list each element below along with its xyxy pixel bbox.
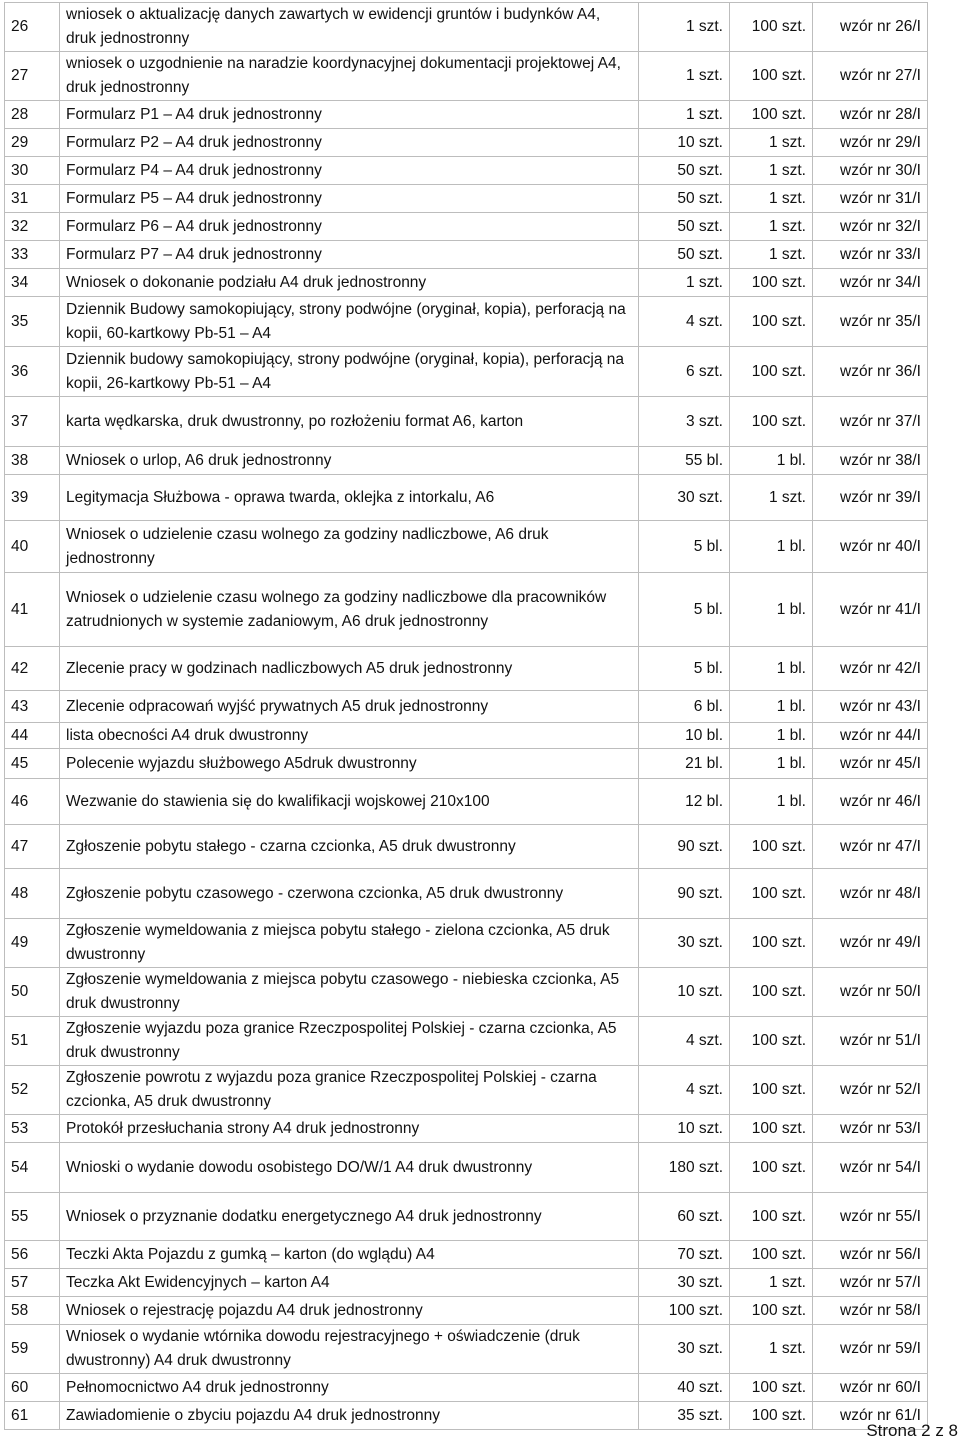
- item-quantity: 55 bl.: [639, 447, 730, 475]
- row-number: 61: [5, 1402, 60, 1430]
- row-number: 56: [5, 1241, 60, 1269]
- row-number: 26: [5, 3, 60, 52]
- item-unit: 1 szt.: [730, 129, 813, 157]
- item-name: Polecenie wyjazdu służbowego A5druk dwustronny: [60, 749, 639, 779]
- item-quantity: 6 szt.: [639, 347, 730, 397]
- row-number: 44: [5, 723, 60, 749]
- item-unit: 100 szt.: [730, 347, 813, 397]
- item-template: wzór nr 37/I: [813, 397, 928, 447]
- row-number: 51: [5, 1017, 60, 1066]
- item-quantity: 60 szt.: [639, 1193, 730, 1241]
- page-footer: Strona 2 z 8: [866, 1421, 958, 1440]
- row-number: 60: [5, 1374, 60, 1402]
- table-row: [5, 1374, 928, 1402]
- item-quantity: 90 szt.: [639, 869, 730, 919]
- item-template: wzór nr 46/I: [813, 779, 928, 825]
- item-name: Formularz P2 – A4 druk jednostronny: [60, 129, 639, 157]
- item-name: Wezwanie do stawienia się do kwalifikacji wojskowej 210x100: [60, 779, 639, 825]
- table-row: [5, 347, 928, 397]
- row-number: 30: [5, 157, 60, 185]
- item-template: wzór nr 42/I: [813, 647, 928, 691]
- item-unit: 100 szt.: [730, 101, 813, 129]
- item-template: wzór nr 28/I: [813, 101, 928, 129]
- table-row: [5, 521, 928, 573]
- item-name: Teczka Akt Ewidencyjnych – karton A4: [60, 1269, 639, 1297]
- item-template: wzór nr 39/I: [813, 475, 928, 521]
- item-unit: 1 bl.: [730, 447, 813, 475]
- row-number: 36: [5, 347, 60, 397]
- item-name: Formularz P6 – A4 druk jednostronny: [60, 213, 639, 241]
- item-unit: 1 bl.: [730, 647, 813, 691]
- row-number: 50: [5, 968, 60, 1017]
- item-unit: 1 szt.: [730, 1325, 813, 1374]
- row-number: 49: [5, 919, 60, 968]
- table-row: [5, 1297, 928, 1325]
- item-unit: 100 szt.: [730, 919, 813, 968]
- item-quantity: 35 szt.: [639, 1402, 730, 1430]
- item-unit: 100 szt.: [730, 1241, 813, 1269]
- item-quantity: 5 bl.: [639, 647, 730, 691]
- item-name: Dziennik Budowy samokopiujący, strony podwójne (oryginał, kopia), perforacją na kopii, 60-kartkowy Pb-51 – A4: [60, 297, 639, 347]
- item-quantity: 30 szt.: [639, 919, 730, 968]
- forms-table-body: [5, 3, 928, 1430]
- item-quantity: 100 szt.: [639, 1297, 730, 1325]
- item-template: wzór nr 40/I: [813, 521, 928, 573]
- table-row: [5, 269, 928, 297]
- item-unit: 100 szt.: [730, 3, 813, 52]
- item-template: wzór nr 56/I: [813, 1241, 928, 1269]
- item-template: wzór nr 30/I: [813, 157, 928, 185]
- row-number: 54: [5, 1143, 60, 1193]
- item-name: Wnioski o wydanie dowodu osobistego DO/W/1 A4 druk dwustronny: [60, 1143, 639, 1193]
- table-row: [5, 3, 928, 52]
- row-number: 39: [5, 475, 60, 521]
- row-number: 58: [5, 1297, 60, 1325]
- row-number: 41: [5, 573, 60, 647]
- item-name: Zgłoszenie wymeldowania z miejsca pobytu stałego - zielona czcionka, A5 druk dwustronny: [60, 919, 639, 968]
- item-template: wzór nr 49/I: [813, 919, 928, 968]
- table-row: [5, 825, 928, 869]
- item-name: Zgłoszenie pobytu stałego - czarna czcionka, A5 druk dwustronny: [60, 825, 639, 869]
- item-unit: 1 szt.: [730, 213, 813, 241]
- item-unit: 100 szt.: [730, 397, 813, 447]
- item-name: Wniosek o przyznanie dodatku energetycznego A4 druk jednostronny: [60, 1193, 639, 1241]
- item-name: Teczki Akta Pojazdu z gumką – karton (do wglądu) A4: [60, 1241, 639, 1269]
- table-row: [5, 52, 928, 101]
- item-name: Legitymacja Służbowa - oprawa twarda, oklejka z intorkalu, A6: [60, 475, 639, 521]
- item-template: wzór nr 60/I: [813, 1374, 928, 1402]
- item-template: wzór nr 53/I: [813, 1115, 928, 1143]
- item-name: Wniosek o rejestrację pojazdu A4 druk jednostronny: [60, 1297, 639, 1325]
- row-number: 46: [5, 779, 60, 825]
- item-template: wzór nr 61/I: [813, 1402, 928, 1430]
- table-row: [5, 1402, 928, 1430]
- item-template: wzór nr 38/I: [813, 447, 928, 475]
- item-unit: 100 szt.: [730, 269, 813, 297]
- item-quantity: 4 szt.: [639, 1066, 730, 1115]
- table-row: [5, 919, 928, 968]
- item-name: Wniosek o dokonanie podziału A4 druk jednostronny: [60, 269, 639, 297]
- item-unit: 100 szt.: [730, 52, 813, 101]
- table-row: [5, 1269, 928, 1297]
- item-name: Zlecenie pracy w godzinach nadliczbowych A5 druk jednostronny: [60, 647, 639, 691]
- item-quantity: 3 szt.: [639, 397, 730, 447]
- item-template: wzór nr 47/I: [813, 825, 928, 869]
- row-number: 34: [5, 269, 60, 297]
- item-name: Pełnomocnictwo A4 druk jednostronny: [60, 1374, 639, 1402]
- item-quantity: 4 szt.: [639, 1017, 730, 1066]
- item-quantity: 10 szt.: [639, 968, 730, 1017]
- item-template: wzór nr 58/I: [813, 1297, 928, 1325]
- item-quantity: 1 szt.: [639, 269, 730, 297]
- item-template: wzór nr 45/I: [813, 749, 928, 779]
- table-row: [5, 213, 928, 241]
- item-unit: 100 szt.: [730, 1297, 813, 1325]
- row-number: 38: [5, 447, 60, 475]
- item-template: wzór nr 51/I: [813, 1017, 928, 1066]
- row-number: 45: [5, 749, 60, 779]
- item-template: wzór nr 59/I: [813, 1325, 928, 1374]
- item-unit: 100 szt.: [730, 825, 813, 869]
- table-row: [5, 779, 928, 825]
- item-template: wzór nr 55/I: [813, 1193, 928, 1241]
- item-quantity: 50 szt.: [639, 157, 730, 185]
- table-row: [5, 447, 928, 475]
- item-name: Zgłoszenie wyjazdu poza granice Rzeczpospolitej Polskiej - czarna czcionka, A5 druk dwustronny: [60, 1017, 639, 1066]
- item-unit: 100 szt.: [730, 968, 813, 1017]
- item-template: wzór nr 32/I: [813, 213, 928, 241]
- item-template: wzór nr 35/I: [813, 297, 928, 347]
- table-row: [5, 749, 928, 779]
- item-template: wzór nr 26/I: [813, 3, 928, 52]
- table-row: [5, 241, 928, 269]
- row-number: 42: [5, 647, 60, 691]
- item-unit: 1 szt.: [730, 185, 813, 213]
- row-number: 28: [5, 101, 60, 129]
- table-row: [5, 1143, 928, 1193]
- item-quantity: 21 bl.: [639, 749, 730, 779]
- table-row: [5, 185, 928, 213]
- item-quantity: 10 szt.: [639, 129, 730, 157]
- row-number: 57: [5, 1269, 60, 1297]
- table-row: [5, 647, 928, 691]
- table-row: [5, 869, 928, 919]
- item-name: Zgłoszenie pobytu czasowego - czerwona czcionka, A5 druk dwustronny: [60, 869, 639, 919]
- item-unit: 1 szt.: [730, 1269, 813, 1297]
- item-name: Wniosek o urlop, A6 druk jednostronny: [60, 447, 639, 475]
- row-number: 40: [5, 521, 60, 573]
- item-quantity: 4 szt.: [639, 297, 730, 347]
- item-quantity: 70 szt.: [639, 1241, 730, 1269]
- item-template: wzór nr 52/I: [813, 1066, 928, 1115]
- item-unit: 1 bl.: [730, 779, 813, 825]
- item-unit: 100 szt.: [730, 297, 813, 347]
- row-number: 35: [5, 297, 60, 347]
- row-number: 32: [5, 213, 60, 241]
- item-quantity: 30 szt.: [639, 475, 730, 521]
- item-unit: 1 szt.: [730, 475, 813, 521]
- item-quantity: 5 bl.: [639, 573, 730, 647]
- row-number: 59: [5, 1325, 60, 1374]
- item-quantity: 1 szt.: [639, 52, 730, 101]
- table-row: [5, 157, 928, 185]
- item-quantity: 10 bl.: [639, 723, 730, 749]
- item-quantity: 40 szt.: [639, 1374, 730, 1402]
- item-unit: 1 bl.: [730, 691, 813, 723]
- table-row: [5, 1115, 928, 1143]
- item-unit: 100 szt.: [730, 1017, 813, 1066]
- item-name: karta wędkarska, druk dwustronny, po rozłożeniu format A6, karton: [60, 397, 639, 447]
- item-name: Formularz P1 – A4 druk jednostronny: [60, 101, 639, 129]
- table-row: [5, 723, 928, 749]
- forms-table: [4, 2, 928, 1430]
- item-name: Formularz P5 – A4 druk jednostronny: [60, 185, 639, 213]
- item-template: wzór nr 44/I: [813, 723, 928, 749]
- row-number: 47: [5, 825, 60, 869]
- item-quantity: 6 bl.: [639, 691, 730, 723]
- row-number: 29: [5, 129, 60, 157]
- row-number: 55: [5, 1193, 60, 1241]
- item-unit: 1 bl.: [730, 723, 813, 749]
- item-quantity: 30 szt.: [639, 1269, 730, 1297]
- item-quantity: 50 szt.: [639, 213, 730, 241]
- item-template: wzór nr 43/I: [813, 691, 928, 723]
- item-template: wzór nr 27/I: [813, 52, 928, 101]
- table-row: [5, 1066, 928, 1115]
- item-quantity: 1 szt.: [639, 3, 730, 52]
- item-unit: 100 szt.: [730, 1143, 813, 1193]
- item-template: wzór nr 31/I: [813, 185, 928, 213]
- item-quantity: 90 szt.: [639, 825, 730, 869]
- item-name: wniosek o uzgodnienie na naradzie koordynacyjnej dokumentacji projektowej A4, druk jednostronny: [60, 52, 639, 101]
- row-number: 53: [5, 1115, 60, 1143]
- table-row: [5, 968, 928, 1017]
- table-row: [5, 297, 928, 347]
- item-name: Formularz P4 – A4 druk jednostronny: [60, 157, 639, 185]
- item-unit: 1 bl.: [730, 521, 813, 573]
- row-number: 27: [5, 52, 60, 101]
- item-unit: 100 szt.: [730, 1193, 813, 1241]
- item-name: Zawiadomienie o zbyciu pojazdu A4 druk jednostronny: [60, 1402, 639, 1430]
- item-unit: 100 szt.: [730, 1374, 813, 1402]
- row-number: 52: [5, 1066, 60, 1115]
- row-number: 31: [5, 185, 60, 213]
- table-row: [5, 1325, 928, 1374]
- item-name: Zlecenie odpracowań wyjść prywatnych A5 druk jednostronny: [60, 691, 639, 723]
- table-row: [5, 1241, 928, 1269]
- item-unit: 1 bl.: [730, 749, 813, 779]
- item-name: Wniosek o udzielenie czasu wolnego za godziny nadliczbowe dla pracowników zatrudnionych w systemie zadaniowym, A6 druk jednostronny: [60, 573, 639, 647]
- item-quantity: 180 szt.: [639, 1143, 730, 1193]
- item-quantity: 5 bl.: [639, 521, 730, 573]
- item-quantity: 50 szt.: [639, 185, 730, 213]
- item-quantity: 1 szt.: [639, 101, 730, 129]
- item-unit: 100 szt.: [730, 1402, 813, 1430]
- item-name: Wniosek o udzielenie czasu wolnego za godziny nadliczbowe, A6 druk jednostronny: [60, 521, 639, 573]
- item-template: wzór nr 57/I: [813, 1269, 928, 1297]
- item-template: wzór nr 41/I: [813, 573, 928, 647]
- item-name: Dziennik budowy samokopiujący, strony podwójne (oryginał, kopia), perforacją na kopii, 26-kartkowy Pb-51 – A4: [60, 347, 639, 397]
- table-row: [5, 101, 928, 129]
- row-number: 43: [5, 691, 60, 723]
- item-template: wzór nr 54/I: [813, 1143, 928, 1193]
- item-name: wniosek o aktualizację danych zawartych w ewidencji gruntów i budynków A4, druk jednostronny: [60, 3, 639, 52]
- item-unit: 1 szt.: [730, 241, 813, 269]
- item-name: Zgłoszenie wymeldowania z miejsca pobytu czasowego - niebieska czcionka, A5 druk dwustronny: [60, 968, 639, 1017]
- item-unit: 100 szt.: [730, 869, 813, 919]
- table-row: [5, 1017, 928, 1066]
- item-unit: 1 szt.: [730, 157, 813, 185]
- item-quantity: 30 szt.: [639, 1325, 730, 1374]
- item-template: wzór nr 34/I: [813, 269, 928, 297]
- item-unit: 100 szt.: [730, 1066, 813, 1115]
- table-row: [5, 397, 928, 447]
- item-name: Formularz P7 – A4 druk jednostronny: [60, 241, 639, 269]
- item-template: wzór nr 36/I: [813, 347, 928, 397]
- item-name: Protokół przesłuchania strony A4 druk jednostronny: [60, 1115, 639, 1143]
- table-row: [5, 475, 928, 521]
- table-row: [5, 129, 928, 157]
- table-row: [5, 573, 928, 647]
- row-number: 37: [5, 397, 60, 447]
- item-unit: 1 bl.: [730, 573, 813, 647]
- table-row: [5, 691, 928, 723]
- row-number: 33: [5, 241, 60, 269]
- item-unit: 100 szt.: [730, 1115, 813, 1143]
- item-template: wzór nr 33/I: [813, 241, 928, 269]
- item-name: Wniosek o wydanie wtórnika dowodu rejestracyjnego + oświadczenie (druk dwustronny) A4 druk dwustronny: [60, 1325, 639, 1374]
- item-quantity: 12 bl.: [639, 779, 730, 825]
- table-row: [5, 1193, 928, 1241]
- item-template: wzór nr 29/I: [813, 129, 928, 157]
- item-template: wzór nr 50/I: [813, 968, 928, 1017]
- row-number: 48: [5, 869, 60, 919]
- item-quantity: 10 szt.: [639, 1115, 730, 1143]
- item-quantity: 50 szt.: [639, 241, 730, 269]
- item-name: lista obecności A4 druk dwustronny: [60, 723, 639, 749]
- item-template: wzór nr 48/I: [813, 869, 928, 919]
- item-name: Zgłoszenie powrotu z wyjazdu poza granice Rzeczpospolitej Polskiej - czarna czcionka, A5 druk dwustronny: [60, 1066, 639, 1115]
